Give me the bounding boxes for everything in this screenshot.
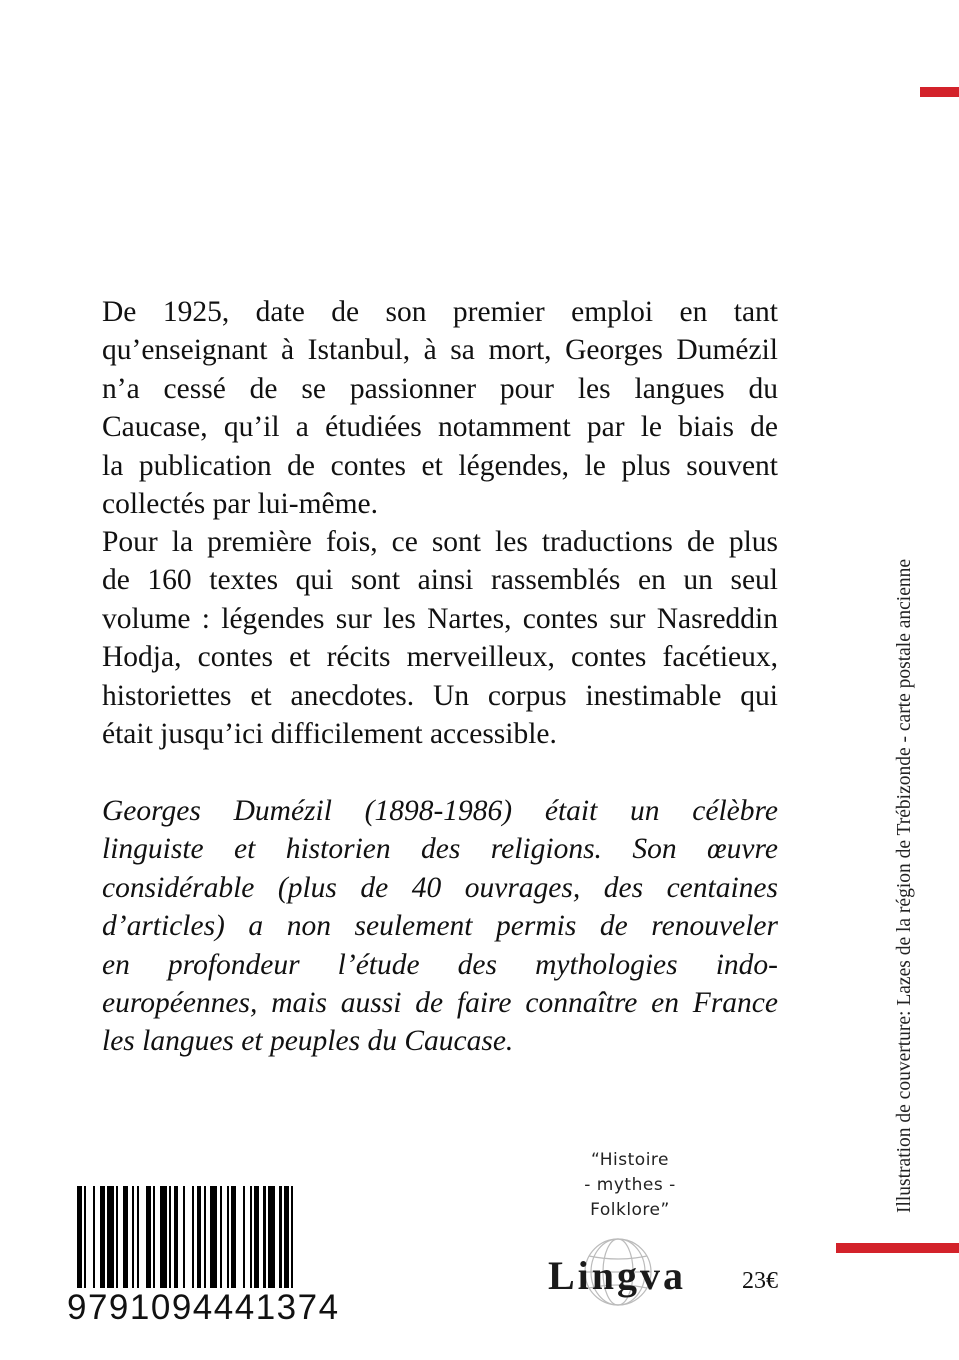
text-line: la publication de contes et légendes, le plus souvent <box>102 449 778 482</box>
series-line: Folklore” <box>590 1200 670 1220</box>
barcode-bar <box>123 1186 128 1294</box>
barcode-bar <box>254 1186 259 1294</box>
text-line: qu’enseignant à Istanbul, à sa mort, Georges Dumézil <box>102 334 778 367</box>
text-line: les langues et peuples du Caucase. <box>102 1025 514 1058</box>
text-line: De 1925, date de son premier emploi en tant <box>102 296 778 328</box>
isbn-barcode <box>65 1178 345 1328</box>
barcode-bar <box>153 1186 155 1294</box>
text-line: Caucase, qu’il a étudiées notamment par le biais de <box>102 411 778 444</box>
cover-credit: Illustration de couverture: Lazes de la région de Trébizonde - carte postale ancienne <box>894 558 915 1214</box>
barcode-bar <box>100 1186 105 1294</box>
text-line: européennes, mais aussi de faire connaître en France <box>102 986 778 1019</box>
description-text-2 <box>102 523 778 753</box>
publisher-name: Lingva <box>548 1253 687 1298</box>
isbn-number: 9791094441374 <box>67 1288 340 1327</box>
barcode-bar <box>243 1186 245 1294</box>
text-line: linguiste et historien des religions. Son œuvre <box>102 833 778 866</box>
text-line: Georges Dumézil (1898-1986) était un célèbre <box>102 795 778 827</box>
author-bio <box>102 792 778 1061</box>
text-line: historiettes et anecdotes. Un corpus inestimable qui <box>102 679 778 712</box>
barcode-bar <box>220 1186 222 1294</box>
text-line: considérable (plus de 40 ouvrages, des centaines <box>102 871 778 904</box>
barcode-bar <box>160 1186 167 1294</box>
barcode-bar <box>107 1186 114 1294</box>
top-red-bar <box>920 87 959 97</box>
barcode-bar <box>227 1186 229 1294</box>
barcode-bar <box>146 1186 151 1294</box>
barcode-bar <box>268 1186 275 1294</box>
barcode-bar <box>204 1186 206 1294</box>
description-text <box>102 293 778 523</box>
text-line: était jusqu’ici difficilement accessible. <box>102 717 557 750</box>
barcode-bar <box>116 1186 118 1294</box>
series-name <box>560 1148 700 1223</box>
text-line: Pour la première fois, ce sont les traductions de plus <box>102 526 778 558</box>
publisher-logo <box>548 1236 708 1316</box>
series-line: - mythes - <box>584 1175 676 1195</box>
text-line: d’articles) a non seulement permis de renouveler <box>102 910 778 943</box>
barcode-bar <box>137 1186 139 1294</box>
bottom-red-bar <box>836 1243 959 1253</box>
barcode-bar <box>250 1186 252 1294</box>
barcode-bar <box>174 1186 179 1294</box>
text-line: n’a cessé de se passionner pour les langues du <box>102 372 778 405</box>
price: 23€ <box>742 1268 778 1294</box>
barcode-bar <box>169 1186 171 1294</box>
barcode-bar <box>263 1186 265 1294</box>
series-line: “Histoire <box>590 1150 669 1170</box>
text-line: Hodja, contes et récits merveilleux, contes facétieux, <box>102 641 778 674</box>
barcode-bar <box>197 1186 202 1294</box>
text-line: de 160 textes qui sont ainsi rassemblés en un seul <box>102 564 778 597</box>
barcode-bar <box>132 1186 134 1294</box>
text-line: en profondeur l’étude des mythologies indo- <box>102 948 778 981</box>
barcode-bar <box>279 1186 281 1294</box>
text-line: collectés par lui-même. <box>102 487 379 520</box>
text-line: volume : légendes sur les Nartes, contes sur Nasreddin <box>102 602 778 635</box>
barcode-bar <box>284 1186 289 1294</box>
barcode-bar <box>210 1186 217 1294</box>
barcode-bar <box>93 1186 95 1294</box>
barcode-bar <box>231 1186 236 1294</box>
